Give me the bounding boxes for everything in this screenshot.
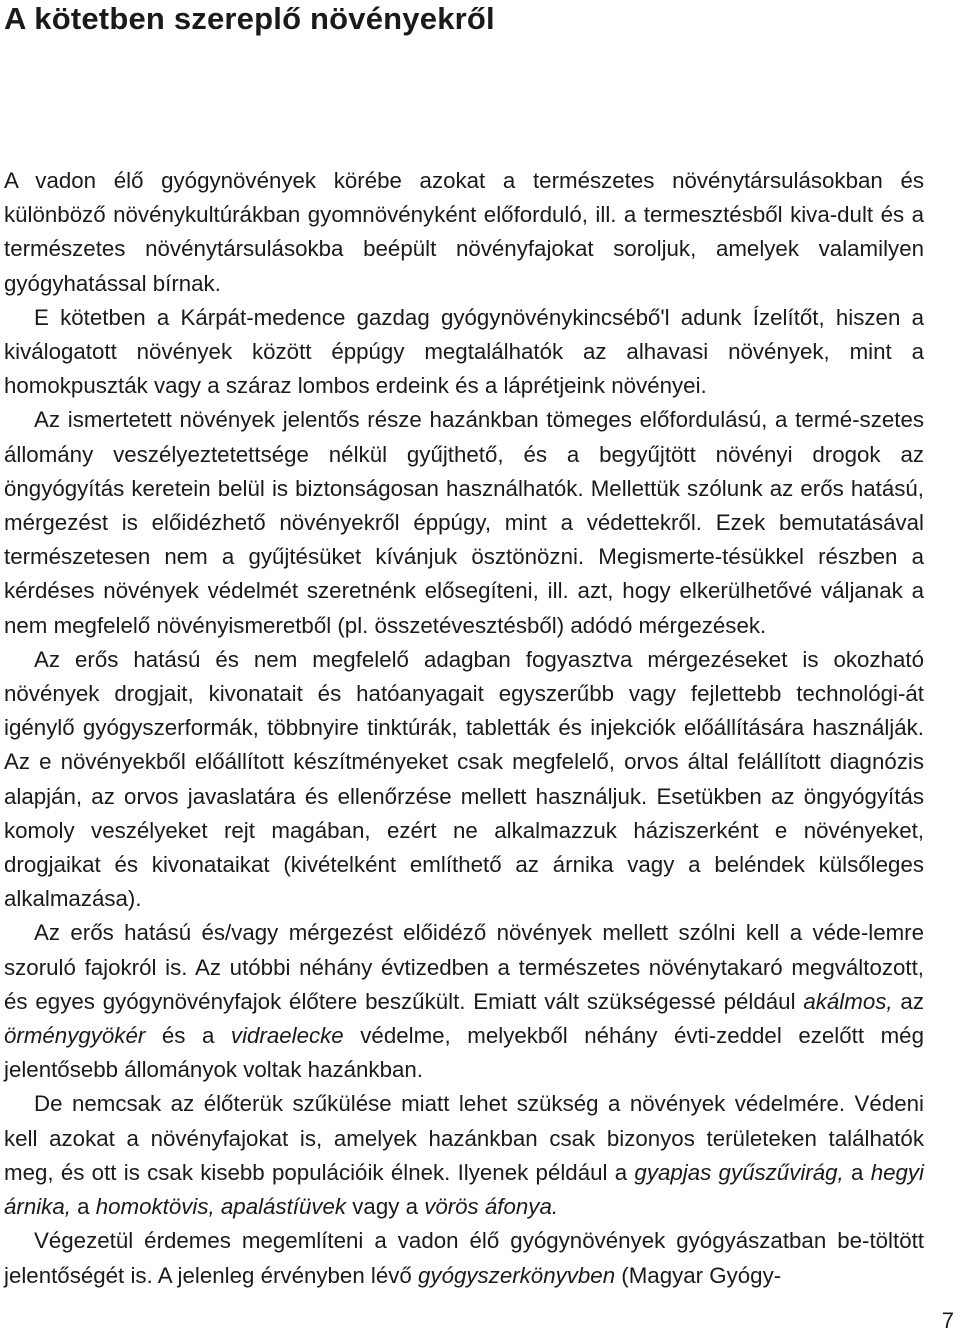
text-run: Az erős hatású és nem megfelelő adagban fogyasztva mérgezéseket is okozható növények drogjait, kivonatait és hatóanyagait egyszerűbb vagy fejlettebb technológi-át igénylő gyógyszerformák, többnyire tinktúrák, tabletták és injekciók előállítására használják. Az e növényekből előállított készítményeket csak megfelelő, orvos által felállított diagnózis alapján, az orvos javaslatára és ellenőrzése mellett használjuk. Esetükben az öngyógyítás komoly veszélyeket rejt magában, ezért ne alkalmazzuk háziszerként e növényeket, drogjaikat és kivonataikat (kivételként említhető az árnika vagy a beléndek külsőleges alkalmazása). [4,646,924,912]
body-text [4,164,924,1293]
text-run: Az ismertetett növények jelentős része hazánkban tömeges előfordulású, a termé-szetes állomány veszélyeztetettsége nélkül gyűjthető, és a begyűjtött növényi drogok az öngyógyítás keretein belül is biztonságosan használhatók. Mellettük szólunk az erős hatású, mérgezést is előidézhető növényekről éppúgy, mint a védettekről. Ezek bemutatásával természetesen nem a gyűjtésüket kívánjuk ösztönözni. Megismerte-tésükkel részben a kérdéses növények védelmét szeretnénk elősegíteni, ill. azt, hogy elkerülhetővé váljanak a nem megfelelő növényismeretből (pl. összetévesztésből) adódó mérgezések. [4,407,924,638]
paragraph [4,164,924,301]
page-number: 7 [941,1308,954,1333]
text-run: vagy a [346,1194,425,1220]
text-run: E kötetben a Kárpát-medence gazdag gyógynövénykincsébő'l adunk Ízelítőt, hiszen a kiválogatott növények között éppúgy megtalálhatók az alhavasi növények, mint a homokpuszták vagy a száraz lombos erdeink és a láprétjeink növényei. [4,304,924,399]
page-title: A kötetben szereplő növényekről [4,1,495,36]
paragraph [4,1224,924,1292]
italic-term: gyapjas gyűszűvirág, [634,1159,844,1185]
paragraph [4,403,924,642]
text-run: A vadon élő gyógynövények körébe azokat a természetes növénytársulásokban és különböző növénykultúrákban gyomnövényként előforduló, ill. a termesztésből kiva-dult és a természetes növénytársulásokba beépült növényfajokat soroljuk, amelyek valamilyen gyógyhatással bírnak. [4,168,924,296]
italic-term: gyógyszerkönyvben [418,1262,616,1288]
text-run: a [843,1159,871,1185]
paragraph [4,643,924,917]
text-run: (Magyar Gyógy- [615,1262,782,1288]
italic-term: vörös áfonya. [424,1194,559,1220]
text-run: az [892,988,924,1014]
paragraph [4,301,924,404]
text-run: Az erős hatású és/vagy mérgezést előidéző növények mellett szólni kell a véde-lemre szoruló fajokról is. Az utóbbi néhány évtizedben a természetes növénytakaró megváltozott, és egyes gyógynövényfajok élőtere beszűkült. Emiatt vált szükségessé például [4,920,924,1014]
text-run: Végezetül érdemes megemlíteni a vadon élő gyógynövények gyógyászatban be-töltött jelentőségét is. A jelenleg érvényben lévő [4,1228,924,1288]
italic-term: vidraelecke [230,1023,344,1049]
text-run: védelme, melyekből néhány évti-zeddel ezelőtt még jelentősebb állományok voltak hazánkban. [4,1023,924,1083]
paragraph [4,1087,924,1224]
paragraph [4,916,924,1087]
italic-term: homoktövis, apalástíüvek [95,1194,347,1220]
text-run: De nemcsak az élőterük szűkülése miatt lehet szükség a növények védelmére. Védeni kell azokat a növényfajokat is, amelyek hazánkban csak bizonyos területeken találhatók meg, és ott is csak kisebb populációik élnek. Ilyenek például a [4,1091,924,1185]
italic-term: akálmos, [803,988,893,1014]
text-run: a [70,1194,96,1220]
document-page [4,0,924,1293]
text-run: és a [145,1023,231,1049]
italic-term: hegyi árnika, [4,1159,925,1220]
italic-term: örménygyökér [4,1023,146,1049]
